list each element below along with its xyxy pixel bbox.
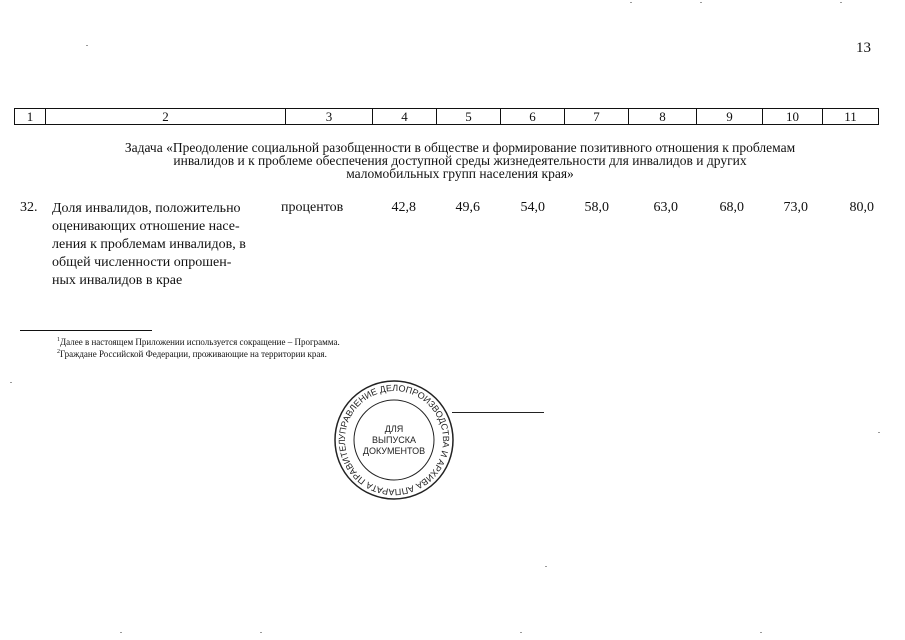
- column-number-cell: 8: [629, 109, 697, 125]
- stamp-center-line: ДЛЯ: [384, 424, 404, 434]
- signature-line: [452, 412, 544, 413]
- scan-speck: [878, 432, 880, 433]
- stamp-seal-graphic: [332, 378, 456, 502]
- scan-speck: [760, 632, 762, 633]
- indicator-name-line: общей численности опрошен-: [52, 255, 232, 270]
- page-number: 13: [856, 40, 871, 56]
- scan-speck: [86, 45, 88, 46]
- indicator-name-line: оценивающих отношение насе-: [52, 219, 240, 234]
- column-number-cell: 10: [763, 109, 823, 125]
- column-number-cell: 6: [501, 109, 565, 125]
- indicator-name-line: ных инвалидов в крае: [52, 273, 183, 288]
- footnote-separator: [20, 330, 152, 331]
- column-number-cell: 5: [437, 109, 501, 125]
- footnote-text: Далее в настоящем Приложении используется сокращение – Программа.: [60, 337, 340, 347]
- stamp-center-line: ДОКУМЕНТОВ: [362, 446, 426, 456]
- scan-speck: [10, 382, 12, 383]
- column-number-cell: 7: [565, 109, 629, 125]
- column-number-cell: 3: [286, 109, 373, 125]
- value-col-10: 73,0: [783, 200, 808, 215]
- footnote-mark: 2: [57, 349, 60, 355]
- footnote-2: [57, 347, 327, 360]
- unit-of-measure: процентов: [281, 200, 344, 215]
- column-number-cell: 2: [46, 109, 286, 125]
- stamp-center-line: ВЫПУСКА: [372, 435, 416, 445]
- task-title-line: инвалидов и к проблеме обеспечения доступной среды жизнедеятельности для инвалидов и других: [173, 153, 747, 168]
- task-title-line: Задача «Преодоление социальной разобщенности в обществе и формирование позитивного отношения к проблемам: [124, 140, 796, 155]
- column-number-cell: 1: [15, 109, 46, 125]
- scan-speck: [545, 566, 547, 567]
- footnote-text: Граждане Российской Федерации, проживающие на территории края.: [60, 349, 327, 359]
- row-number: 32.: [20, 200, 38, 215]
- task-title-line: маломобильных групп населения края»: [346, 166, 574, 181]
- column-number-cell: 4: [373, 109, 437, 125]
- indicator-name: [52, 200, 266, 290]
- official-stamp: [332, 378, 456, 502]
- value-col-8: 63,0: [653, 200, 678, 215]
- indicator-name-line: Доля инвалидов, положительно: [52, 201, 241, 216]
- scan-speck: [630, 2, 632, 3]
- scan-speck: [700, 2, 702, 3]
- scan-speck: [260, 632, 262, 633]
- indicator-name-line: ления к проблемам инвалидов, в: [52, 237, 246, 252]
- stamp-outer-text: УПРАВЛЕНИЕ ДЕЛОПРОИЗВОДСТВА И АРХИВА АППАРАТА ПРАВИТЕЛ: [336, 382, 452, 498]
- value-col-5: 49,6: [455, 200, 480, 215]
- scan-speck: [840, 2, 842, 3]
- value-col-9: 68,0: [719, 200, 744, 215]
- column-number-cell: 11: [823, 109, 879, 125]
- value-col-11: 80,0: [849, 200, 874, 215]
- column-number-header-row: [14, 108, 879, 125]
- value-col-4: 42,8: [391, 200, 416, 215]
- column-number-cell: 9: [697, 109, 763, 125]
- scan-speck: [120, 632, 122, 633]
- footnote-mark: 1: [57, 337, 60, 343]
- task-title: [40, 141, 880, 180]
- scan-speck: [520, 632, 522, 633]
- value-col-7: 58,0: [584, 200, 609, 215]
- value-col-6: 54,0: [520, 200, 545, 215]
